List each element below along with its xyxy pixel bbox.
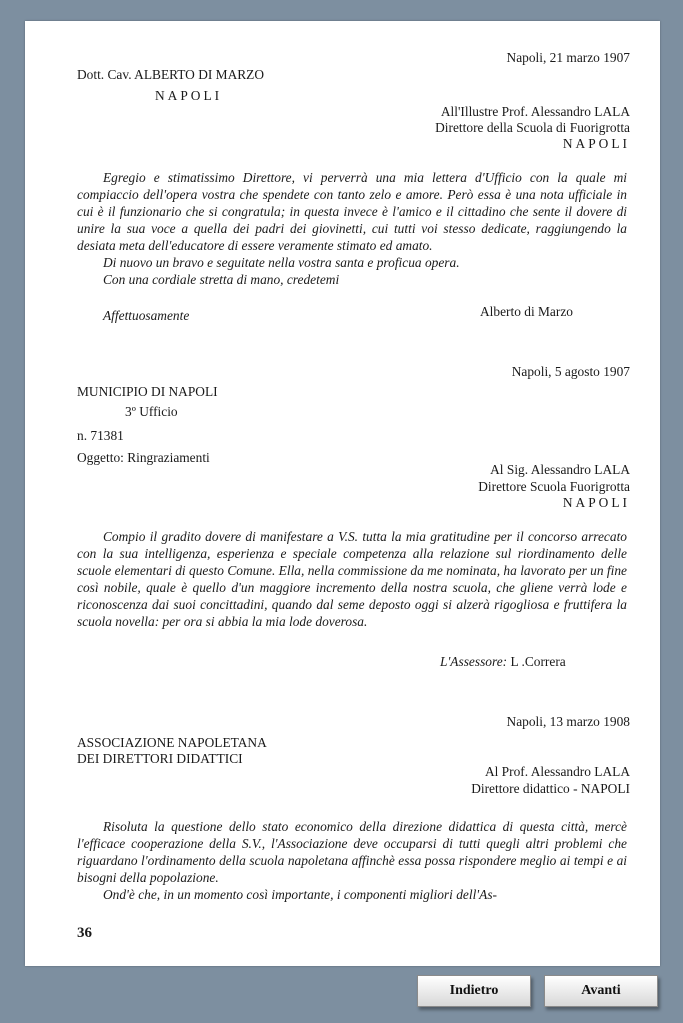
letter1-signature: Alberto di Marzo	[480, 304, 573, 319]
letter1-paragraph: Con una cordiale stretta di mano, credetemi	[103, 272, 340, 287]
letter1-closing: Affettuosamente	[103, 308, 190, 323]
letter2-recipient-line2: Direttore Scuola Fuorigrotta	[478, 479, 630, 494]
letter2-body	[77, 528, 627, 630]
letter2-signature-role: L'Assessore:	[440, 654, 508, 669]
document-page	[25, 21, 660, 966]
letter1-body	[77, 169, 627, 288]
letter1-paragraph: Egregio e stimatissimo Direttore, vi perverrà una mia lettera d'Ufficio con la quale mi compiaccio dell'opera vostra che spendete con tanto zelo e amore. Però essa è una nota ufficiale in cui è il funzionario che si congratula; in questa invece è l'amico e il cittadino che sente il dovere di unire la sua voce a quella dei padri dei giovinetti, cui tutti voi stesso dedicate, raggiungendo la desiata meta dell'educatore di essere veramente stimato ed amato.	[77, 170, 627, 253]
letter3-paragraph: Ond'è che, in un momento così importante, i componenti migliori dell'As-	[103, 887, 497, 902]
letter2-recipient-line1: Al Sig. Alessandro LALA	[490, 462, 630, 477]
letter2-sender-name: MUNICIPIO DI NAPOLI	[77, 384, 218, 399]
letter3-body	[77, 818, 627, 903]
letter2-date: Napoli, 5 agosto 1907	[511, 364, 630, 379]
letter3-recipient-line1: Al Prof. Alessandro LALA	[484, 764, 630, 779]
letter2-subject: Oggetto: Ringraziamenti	[77, 450, 210, 465]
letter1-date: Napoli, 21 marzo 1907	[506, 50, 630, 65]
letter2-sender-office: 3º Ufficio	[125, 404, 178, 419]
page-number: 36	[77, 925, 92, 941]
letter2-recipient-city: NAPOLI	[562, 495, 630, 510]
letter2-paragraph: Compio il gradito dovere di manifestare a V.S. tutta la mia gratitudine per il concorso arrecato con la sua intelligenza, esperienza e speciale competenza alla relazione sul riordinamento delle scuole elementari di questo Comune. Ella, nella commissione da me nominata, ha lavorato per un fine così nobile, quale è quello d'un maggiore incremento della nostra scuola, che gliene verrà lode e riconoscenza dai suoi concittadini, quando dal seme deposto oggi si alzerà rigogliosa e fruttifera la scuola novella: per ora si abbia la mia lode doverosa.	[77, 529, 627, 629]
letter1-recipient-line1: All'Illustre Prof. Alessandro LALA	[440, 104, 630, 119]
letter2-signature	[440, 654, 566, 670]
letter3-sender-line1: ASSOCIAZIONE NAPOLETANA	[77, 735, 267, 750]
letter1-sender-city: NAPOLI	[155, 88, 223, 103]
letter1-paragraph: Di nuovo un bravo e seguitate nella vostra santa e proficua opera.	[103, 255, 460, 270]
letter1-sender-name: Dott. Cav. ALBERTO DI MARZO	[77, 67, 265, 82]
letter3-date: Napoli, 13 marzo 1908	[506, 714, 630, 729]
letter3-paragraph: Risoluta la questione dello stato economico della direzione didattica di questa città, mercè l'efficace cooperazione della S.V., l'Associazione deve occuparsi di tutti quegli altri problemi che riguardano l'ordinamento della scuola napoletana affinchè essa possa rispondere meglio ai tempi e ai bisogni della popolazione.	[77, 819, 627, 885]
back-button[interactable]: Indietro	[417, 975, 531, 1007]
letter1-recipient-line2: Direttore della Scuola di Fuorigrotta	[435, 120, 630, 135]
letter1-recipient-city: NAPOLI	[562, 136, 630, 151]
letter2-number: n. 71381	[77, 428, 124, 443]
letter2-signature-name: L .Correra	[510, 654, 566, 669]
next-button[interactable]: Avanti	[544, 975, 658, 1007]
letter3-sender-line2: DEI DIRETTORI DIDATTICI	[77, 751, 243, 766]
letter3-recipient-line2: Direttore didattico - NAPOLI	[471, 781, 630, 796]
